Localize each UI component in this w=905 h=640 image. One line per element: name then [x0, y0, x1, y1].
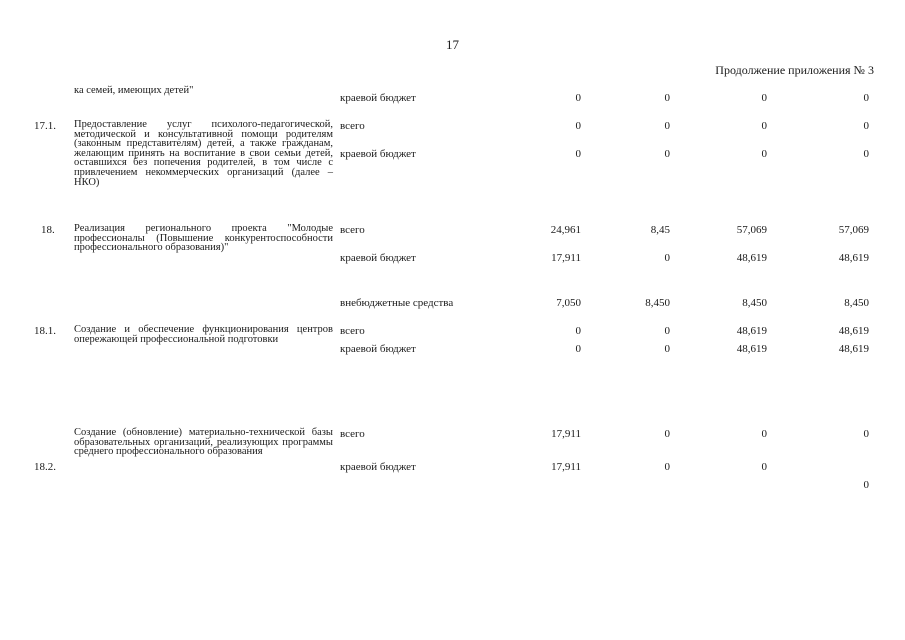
value-cell: 57,069: [838, 224, 869, 236]
row-number: 18.: [41, 224, 55, 236]
source-label: краевой бюджет: [340, 252, 416, 264]
value-cell: 8,450: [844, 297, 869, 309]
value-cell: 0: [863, 120, 869, 132]
value-cell: 8,450: [645, 297, 670, 309]
row-description: ка семей, имеющих детей": [74, 85, 194, 96]
value-cell: 17,911: [551, 461, 581, 473]
value-cell: 0: [863, 148, 869, 160]
value-cell: 7,050: [556, 297, 581, 309]
source-label: краевой бюджет: [340, 343, 416, 355]
row-description: Реализация регионального проекта "Молодые профессионалы (Повышение конкурентоспособности профессионального образования)": [74, 223, 333, 254]
value-cell: 0: [575, 148, 581, 160]
value-cell: 17,911: [551, 252, 581, 264]
source-label: краевой бюджет: [340, 92, 416, 104]
value-cell: 48,619: [838, 325, 869, 337]
value-cell: 0: [664, 428, 670, 440]
source-label: краевой бюджет: [340, 148, 416, 160]
value-cell: 0: [664, 120, 670, 132]
value-cell: 0: [664, 148, 670, 160]
row-number: 18.1.: [34, 325, 56, 337]
value-cell: 0: [761, 92, 767, 104]
row-number: 17.1.: [34, 120, 56, 132]
value-cell: 0: [863, 428, 869, 440]
value-cell: 0: [664, 92, 670, 104]
value-cell: 0: [863, 92, 869, 104]
value-cell: 8,450: [742, 297, 767, 309]
value-cell: 0: [575, 325, 581, 337]
row-description: Предоставление услуг психолого-педагогической, методической и консультативной помощи родителям (законным представителям) детей, а также гражданам, желающим принять на воспитание в свои семьи детей, оставшихся без попечения родителей, в том числе с привлечением некоммерческих организаций (далее – НКО): [74, 119, 333, 188]
value-cell: 0: [863, 479, 869, 491]
source-label: всего: [340, 120, 365, 132]
value-cell: 0: [761, 428, 767, 440]
row-number: 18.2.: [34, 461, 56, 473]
value-cell: 0: [761, 148, 767, 160]
value-cell: 0: [761, 461, 767, 473]
value-cell: 0: [575, 343, 581, 355]
source-label: всего: [340, 224, 365, 236]
value-cell: 48,619: [736, 343, 767, 355]
value-cell: 8,45: [650, 224, 670, 236]
value-cell: 17,911: [551, 428, 581, 440]
value-cell: 48,619: [736, 325, 767, 337]
row-description: Создание (обновление) материально-технической базы образовательных организаций, реализующих программы среднего профессионального образования: [74, 427, 333, 458]
source-label: краевой бюджет: [340, 461, 416, 473]
value-cell: 48,619: [736, 252, 767, 264]
value-cell: 0: [664, 252, 670, 264]
row-description: Создание и обеспечение функционирования центров опережающей профессиональной подготовки: [74, 324, 333, 345]
value-cell: 0: [575, 92, 581, 104]
value-cell: 0: [664, 343, 670, 355]
source-label: всего: [340, 428, 365, 440]
page-number: 17: [446, 37, 459, 52]
value-cell: 0: [664, 461, 670, 473]
value-cell: 0: [575, 120, 581, 132]
value-cell: 24,961: [550, 224, 581, 236]
source-label: внебюджетные средства: [340, 297, 454, 309]
source-label: всего: [340, 325, 365, 337]
value-cell: 0: [664, 325, 670, 337]
value-cell: 48,619: [838, 343, 869, 355]
value-cell: 48,619: [838, 252, 869, 264]
continuation-note: Продолжение приложения № 3: [715, 63, 874, 77]
value-cell: 57,069: [736, 224, 767, 236]
value-cell: 0: [761, 120, 767, 132]
